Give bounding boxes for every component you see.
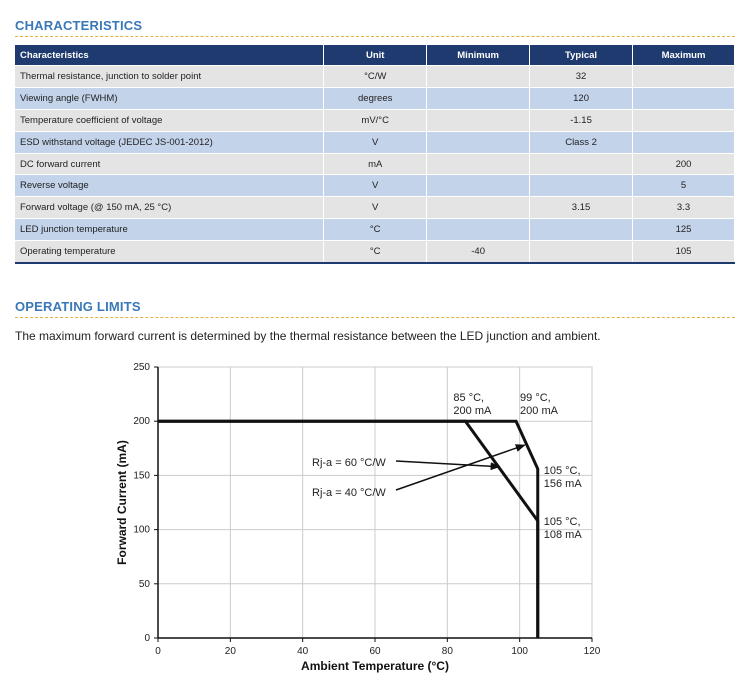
table-cell: -1.15 (530, 109, 633, 131)
annotation-line2: 108 mA (543, 528, 582, 541)
annotation-line1: 105 °C, (543, 464, 581, 477)
col-header-maximum: Maximum (633, 45, 735, 66)
characteristics-title: CHARACTERISTICS (15, 18, 143, 33)
x-tick-label: 20 (224, 646, 236, 657)
x-tick-label: 0 (155, 646, 161, 657)
annotation-line1: 85 °C, (453, 392, 485, 405)
y-tick-label: 200 (133, 416, 150, 428)
table-cell: Viewing angle (FWHM) (15, 87, 324, 109)
table-cell: 125 (633, 219, 735, 241)
table-cell: 32 (530, 66, 633, 88)
table-cell: 3.3 (633, 197, 735, 219)
table-cell: 200 (633, 153, 735, 175)
col-header-unit: Unit (324, 45, 427, 66)
table-cell: degrees (324, 87, 427, 109)
table-cell: V (324, 175, 427, 197)
x-axis-title: Ambient Temperature (°C) (301, 659, 449, 673)
col-header-characteristics: Characteristics (15, 45, 324, 66)
x-tick-label: 60 (369, 646, 381, 657)
annotation-line2: 200 mA (453, 405, 492, 418)
table-cell: -40 (427, 241, 530, 263)
annotation-line1: 99 °C, (520, 392, 551, 405)
table-cell: V (324, 197, 427, 219)
x-tick-label: 100 (511, 646, 529, 657)
y-axis-title: Forward Current (mA) (115, 440, 129, 565)
y-tick-label: 100 (133, 524, 150, 536)
table-cell: 3.15 (530, 197, 633, 219)
table-cell: °C/W (324, 66, 427, 88)
table-cell: 105 (633, 241, 735, 263)
annotation-line1: 105 °C, (543, 515, 581, 528)
table-cell: mA (324, 153, 427, 175)
col-header-typical: Typical (530, 45, 633, 66)
y-tick-label: 50 (138, 578, 150, 590)
table-cell: LED junction temperature (15, 219, 324, 241)
table-cell: ESD withstand voltage (JEDEC JS-001-2012) (15, 131, 324, 153)
annotation-line2: 156 mA (543, 477, 582, 490)
table-cell: °C (324, 219, 427, 241)
y-tick-label: 150 (133, 470, 150, 482)
operating-limits-title: OPERATING LIMITS (15, 299, 141, 314)
y-tick-label: 250 (133, 362, 150, 373)
table-cell: V (324, 131, 427, 153)
table-cell: Thermal resistance, junction to solder point (15, 66, 324, 88)
table-cell: Forward voltage (@ 150 mA, 25 °C) (15, 197, 324, 219)
x-tick-label: 80 (441, 646, 453, 657)
series-label-rja-60: Rj-a = 60 °C/W (312, 457, 386, 469)
table-cell: 5 (633, 175, 735, 197)
table-cell: Temperature coefficient of voltage (15, 109, 324, 131)
table-cell: Reverse voltage (15, 175, 324, 197)
series-label-rja-40: Rj-a = 40 °C/W (312, 487, 386, 499)
operating-limits-text: The maximum forward current is determined by the thermal resistance between the LED junction and ambient. (15, 329, 601, 343)
table-cell: mV/°C (324, 109, 427, 131)
annotation-line2: 200 mA (520, 405, 558, 418)
table-cell: DC forward current (15, 153, 324, 175)
col-header-minimum: Minimum (427, 45, 530, 66)
table-cell: 120 (530, 87, 633, 109)
table-cell: °C (324, 241, 427, 263)
y-tick-label: 0 (144, 633, 150, 644)
x-tick-label: 120 (583, 646, 601, 657)
table-cell: Operating temperature (15, 241, 324, 263)
table-cell: Class 2 (530, 131, 633, 153)
x-tick-label: 40 (297, 646, 309, 657)
